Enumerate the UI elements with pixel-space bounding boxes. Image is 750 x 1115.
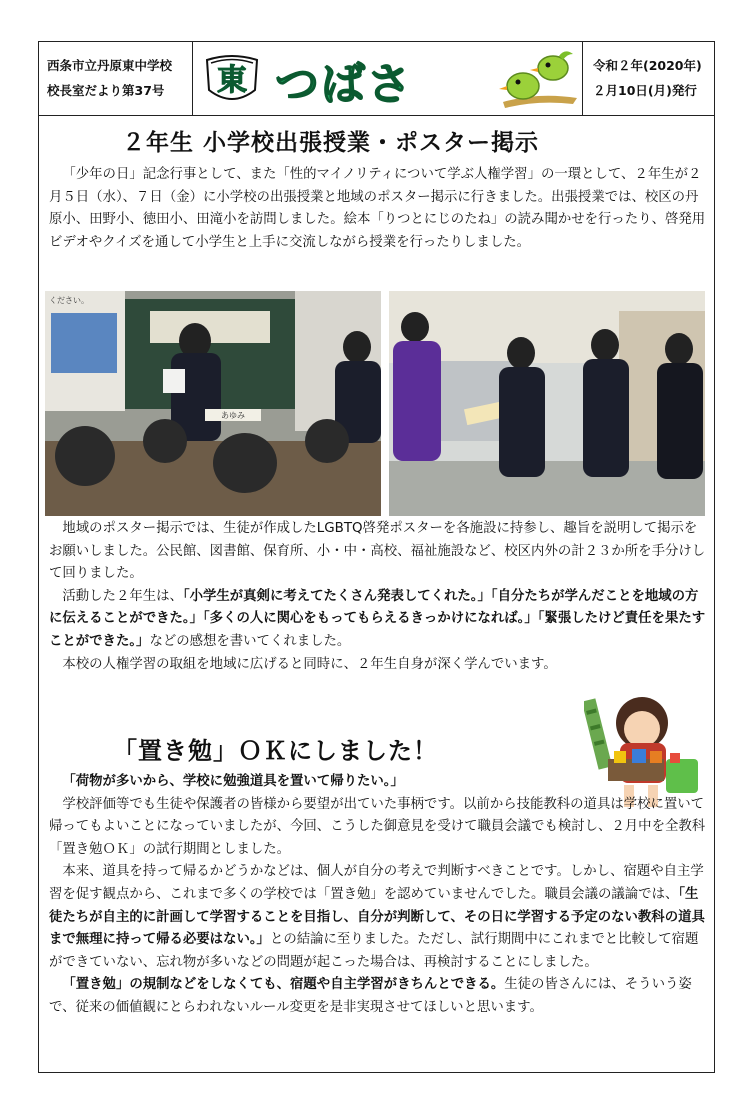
article1-closing: 本校の人権学習の取組を地域に広げると同時に、２年生自身が深く学んでいます。 xyxy=(62,656,557,672)
school-name: 西条市立丹原東中学校 xyxy=(47,58,173,73)
closing-bold: 「置き勉」の規制などをしなくても、宿題や自主学習がきちんとできる。 xyxy=(62,977,505,993)
logo-badge-char: 東 xyxy=(217,63,247,98)
classroom-photo xyxy=(45,291,381,516)
article2-discussion xyxy=(49,861,707,974)
classroom-scene-icon xyxy=(45,291,381,516)
discussion-outro: との結論に至りました。ただし、試行期間中にこれまでと比較して宿題ができていない、忘れ物が多いなどの問題が起こった場合は、再検討することにしました。 xyxy=(49,932,699,970)
newsletter-body xyxy=(38,116,715,1073)
article2-body xyxy=(49,771,707,1020)
newsletter-logo xyxy=(193,42,582,115)
article1-impressions xyxy=(49,586,707,654)
closing-text: 生徒の皆さんには、そういう姿で、従来の価値観にとらわれないルール変更を是非実現させてほしいと思います。 xyxy=(49,977,692,1015)
article2-lead: 「荷物が多いから、学校に勉強道具を置いて帰りたい。」 xyxy=(62,774,404,789)
photo1-sign: ください。 xyxy=(49,296,89,305)
issue-year: 令和２年(2020年) xyxy=(593,58,702,73)
newsletter-issue: 校長室だより第37号 xyxy=(47,83,165,98)
logo-title: つばさ xyxy=(275,59,413,110)
article1-title: ２年生 小学校出張授業・ポスター掲示 xyxy=(122,130,540,156)
article2-closing xyxy=(49,974,707,1019)
article1-paragraph: 「少年の日」記念行事として、また「性的マイノリティについて学ぶ人権学習」の一環として、２年生が２月５日（水）、７日（金）に小学校の出張授業と地域のポスター掲示に行きました。出張授業では、校区の丹原小、田野小、徳田小、田滝小を訪問しました。絵本「りつとにじのたね」の読み聞かせを行ったり、啓発用ビデオやクイズを通して小学生と上手に交流しながら授業を行ったりしました。 xyxy=(49,167,706,250)
header-school-info xyxy=(39,42,193,115)
article2-background: 学校評価等でも生徒や保護者の皆様から要望が出ていた事柄です。以前から技能教科の道具は学校に置いて帰ってもよいことになっていましたが、今回、こうした御意見を受けて職員会議でも検討し、２月中を全教科「置き勉ＯＫ」の試行期間としました。 xyxy=(49,796,706,857)
newsletter-header xyxy=(38,41,715,116)
photo1-nameplate: あゆみ xyxy=(221,411,245,420)
article1-intro xyxy=(49,164,707,254)
article1-poster-paragraph: 地域のポスター掲示では、生徒が作成したLGBTQ啓発ポスターを各施設に持参し、趣旨を説明して掲示をお願いしました。公民館、図書館、保育所、小・中・高校、福祉施設など、校区内外の計２３か所を手分けして回りました。 xyxy=(49,521,706,582)
impressions-outro: などの感想を書いてくれました。 xyxy=(149,633,351,649)
discussion-conclusion: 「生徒たちが自主的に計画して学習することを目指し、自分が判断して、その日に学習する予定のない教科の道具まで無理に持って帰る必要はない。」 xyxy=(49,886,705,948)
school-badge-icon xyxy=(203,50,261,108)
poster-handover-photo xyxy=(389,291,705,516)
impressions-quotes: 「小学生が真剣に考えてたくさん発表してくれた。」「自分たちが学んだことを地域の方に伝えることができた。」「多くの人に関心をもってもらえるきっかけになれば。」「緊張したけど責任を果たすことができた。」 xyxy=(49,588,706,649)
impressions-intro: 活動した２年生は、 xyxy=(62,588,183,604)
birds-icon xyxy=(493,46,579,112)
discussion-intro: 本来、道具を持って帰るかどうかなどは、個人が自分の考えで判断すべきことです。しかし、宿題や自主学習を促す観点から、これまで多くの学校では「置き勉」を認めていませんでした。職員会議の議論では、 xyxy=(49,864,704,902)
issue-date: ２月10日(月)発行 xyxy=(593,83,697,98)
office-scene-icon xyxy=(389,291,705,516)
article1-body xyxy=(49,518,707,676)
header-date-info xyxy=(582,42,716,115)
article2-title: 「置き勉」ＯＫにしました！ xyxy=(113,737,438,765)
